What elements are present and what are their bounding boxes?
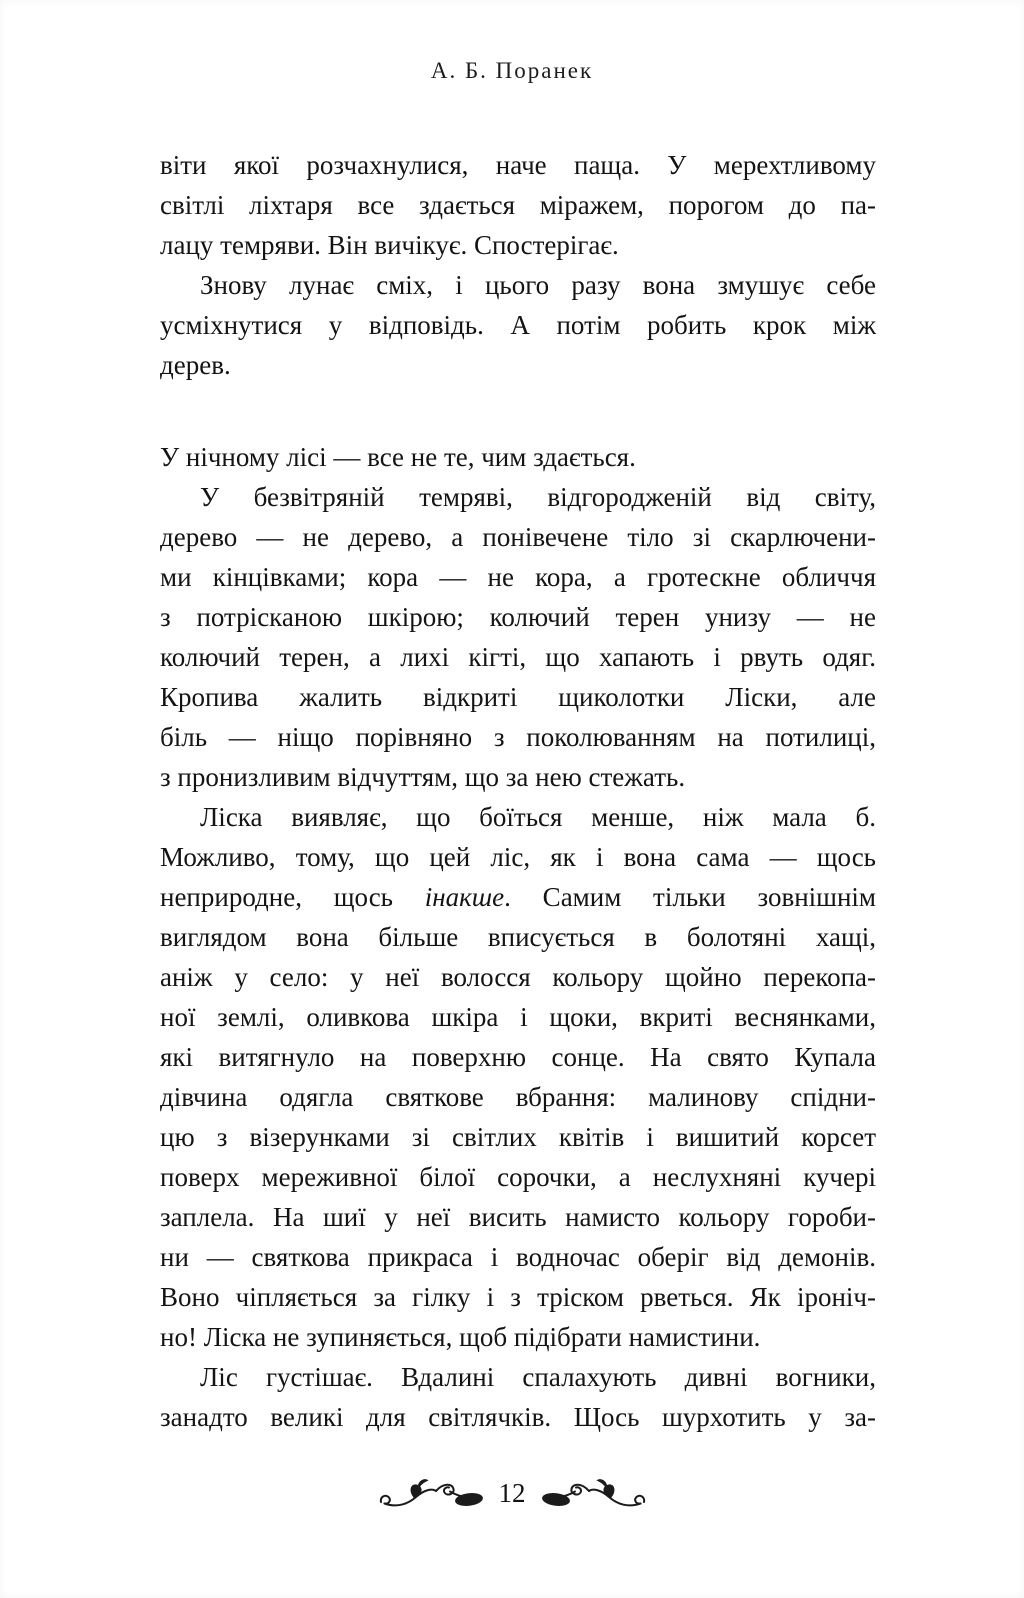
page-text (160, 145, 876, 1437)
text-line: Знову лунає сміх, і цього разу вона змушує себе (200, 270, 876, 300)
vine-flourish-left-icon (377, 1478, 487, 1512)
page-footer (0, 1478, 1024, 1512)
text-line: дерево — не дерево, а понівечене тіло зі скарлючени- (160, 522, 876, 552)
text-line: віти якої розчахнулися, наче паща. У мерехтливому (160, 150, 876, 180)
text-line: усміхнутися у відповідь. А потім робить крок між (160, 310, 876, 340)
text-line: У безвітряній темряві, відгородженій від світу, (200, 482, 876, 512)
text-line: які витягнуло на поверхню сонце. На свято Купала (160, 1042, 876, 1072)
text-line: цю з візерунками зі світлих квітів і вишитий корсет (160, 1122, 876, 1152)
vine-flourish-right-icon (538, 1478, 648, 1512)
text-line: но! Ліска не зупиняється, щоб підібрати намистини. (160, 1322, 761, 1352)
text-line: лацу темряви. Він вичікує. Спостерігає. (160, 230, 619, 260)
text-line: Ліска виявляє, що боїться менше, ніж мала б. (200, 802, 876, 832)
text-line: світлі ліхтаря все здається міражем, порогом до па- (160, 190, 876, 220)
text-line: з пронизливим відчуттям, що за нею стежать. (160, 762, 686, 792)
paragraph (160, 797, 876, 1357)
running-header: А. Б. Поранек (430, 58, 594, 83)
text-line: біль — ніщо порівняно з поколюванням на потилиці, (160, 722, 876, 752)
text-line: ми кінцівками; кора — не кора, а гротескне обличчя (160, 562, 876, 592)
paragraph (160, 1357, 876, 1437)
text-line: поверх мереживної білої сорочки, а неслухняні кучері (160, 1162, 876, 1192)
paragraph (160, 265, 876, 385)
text-line: дерев. (160, 350, 231, 380)
page-number: 12 (498, 1477, 526, 1508)
text-line: занадто великі для світлячків. Щось шурхотить у за- (160, 1402, 876, 1432)
text-line: заплела. На шиї у неї висить намисто кольору гороби- (160, 1202, 876, 1232)
text-line: колючий терен, а лихі кігті, що хапають і рвуть одяг. (160, 642, 876, 672)
text-line: У нічному лісі — все не те, чим здається. (160, 442, 636, 472)
text-line: виглядом вона більше вписується в болотяні хащі, (160, 922, 876, 952)
text-line: дівчина одягла святкове вбрання: малинову спідни- (160, 1082, 876, 1112)
text-line: Ліс густішає. Вдалині спалахують дивні вогники, (200, 1362, 876, 1392)
text-line: ни — святкова прикраса і водночас оберіг від демонів. (160, 1242, 876, 1272)
paragraph (160, 437, 876, 477)
text-line: ної землі, оливкова шкіра і щоки, вкриті веснянками, (160, 1002, 876, 1032)
paragraph (160, 477, 876, 797)
text-line: Воно чіпляється за гілку і з тріском рветься. Як іроніч- (160, 1282, 876, 1312)
paragraph (160, 145, 876, 265)
text-line: Кропива жалить відкриті щиколотки Ліски, але (160, 682, 876, 712)
text-line: Можливо, тому, що цей ліс, як і вона сама — щось (160, 842, 876, 872)
text-line: з потрісканою шкірою; колючий терен унизу — не (160, 602, 876, 632)
text-line: неприродне, щось інакше. Самим тільки зовнішнім (160, 882, 877, 912)
text-line: аніж у село: у неї волосся кольору щойно перекопа- (160, 962, 876, 992)
